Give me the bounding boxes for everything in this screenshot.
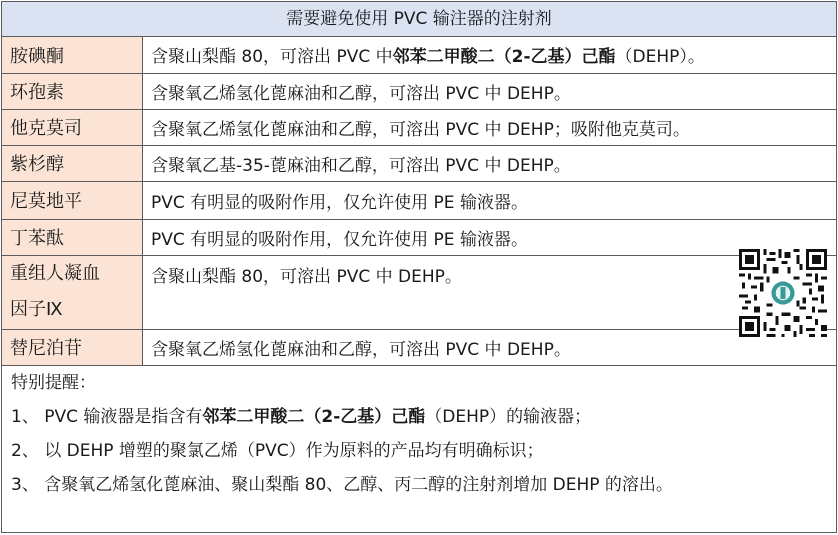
table-row — [2, 145, 836, 181]
drug-name: 环孢素 — [2, 73, 143, 109]
drug-table — [2, 37, 836, 366]
drug-name: 他克莫司 — [2, 109, 143, 145]
note-item — [11, 400, 836, 434]
drug-description: 含聚氧乙烯氢化蓖麻油和乙醇，可溶出 PVC 中 DEHP。 — [143, 329, 837, 365]
drug-name: 替尼泊苷 — [2, 329, 143, 365]
table-row — [2, 109, 836, 145]
note-text: 1、 PVC 输液器是指含有 — [11, 406, 203, 427]
drug-name-line: 因子Ⅸ — [10, 299, 63, 320]
drug-table-sheet — [1, 1, 837, 533]
qr-code-icon — [738, 249, 828, 337]
note-text: （DEHP）的输液器； — [425, 406, 592, 427]
drug-description: PVC 有明显的吸附作用，仅允许使用 PE 输液器。 — [143, 181, 837, 219]
table-row — [2, 329, 836, 365]
desc-text: 含聚山梨酯 80，可溶出 PVC 中 — [151, 47, 393, 68]
drug-description: PVC 有明显的吸附作用，仅允许使用 PE 输液器。 — [143, 219, 837, 255]
drug-description: 含聚氧乙基-35-蓖麻油和乙醇，可溶出 PVC 中 DEHP。 — [143, 145, 837, 181]
note-bold-text: 邻苯二甲酸二（2-乙基）己酯 — [202, 406, 426, 427]
note-item: 2、 以 DEHP 增塑的聚氯乙烯（PVC）作为原料的产品均有明确标识； — [11, 440, 544, 461]
drug-name-line: 重组人凝血 — [10, 263, 100, 284]
table-row — [2, 255, 836, 329]
drug-description: 含聚氧乙烯氢化蓖麻油和乙醇，可溶出 PVC 中 DEHP；吸附他克莫司。 — [143, 109, 837, 145]
drug-name: 丁苯酞 — [2, 219, 143, 255]
desc-text: （DEHP）。 — [615, 47, 705, 68]
table-row — [2, 37, 836, 73]
table-row — [2, 73, 836, 109]
note-item: 3、 含聚氧乙烯氢化蓖麻油、聚山梨酯 80、乙醇、丙二醇的注射剂增加 DEHP 的溶出。 — [11, 474, 673, 495]
table-row — [2, 219, 836, 255]
desc-bold-text: 邻苯二甲酸二（2-乙基）己酯 — [392, 47, 616, 68]
drug-description: 含聚氧乙烯氢化蓖麻油和乙醇，可溶出 PVC 中 DEHP。 — [143, 73, 837, 109]
notes-section — [2, 366, 836, 502]
table-row — [2, 181, 836, 219]
drug-name: 尼莫地平 — [2, 181, 143, 219]
drug-description: 含聚山梨酯 80，可溶出 PVC 中 DEHP。 — [143, 255, 837, 329]
drug-name — [2, 255, 143, 329]
notes-heading: 特别提醒： — [11, 372, 96, 393]
table-title: 需要避免使用 PVC 输注器的注射剂 — [2, 2, 836, 37]
drug-name: 胺碘酮 — [2, 37, 143, 73]
drug-name: 紫杉醇 — [2, 145, 143, 181]
drug-description — [143, 37, 837, 73]
